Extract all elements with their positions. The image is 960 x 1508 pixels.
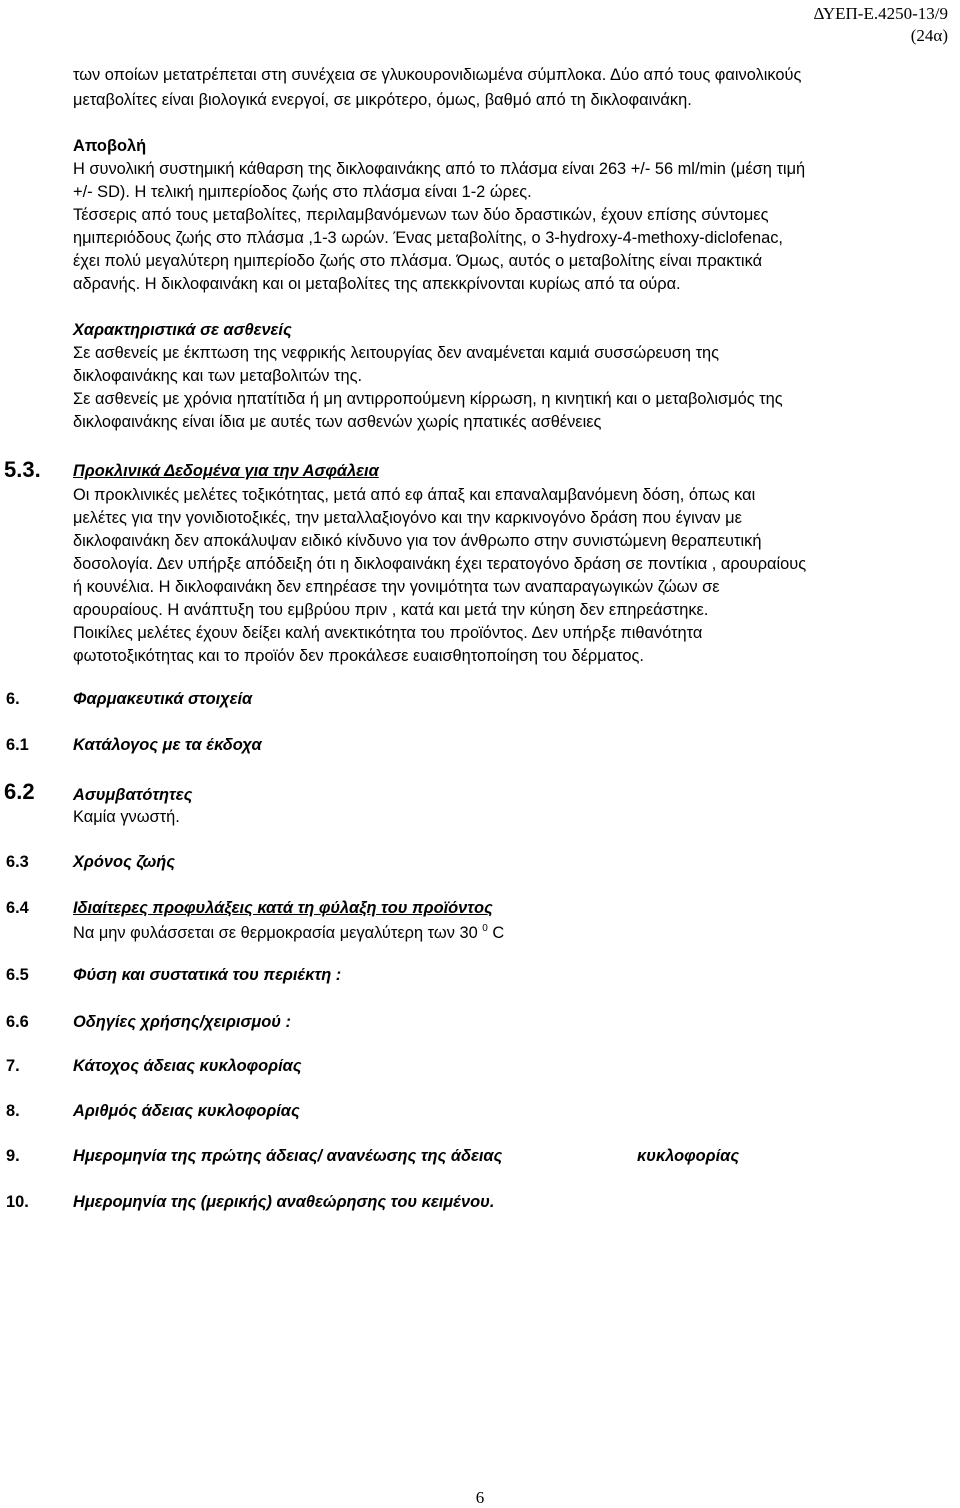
section-6-2-title: Ασυμβατότητες xyxy=(73,786,193,804)
patients-heading: Χαρακτηριστικά σε ασθενείς xyxy=(73,321,292,339)
section-6-4-text xyxy=(73,919,504,943)
section-9-number: 9. xyxy=(6,1147,20,1165)
section-5-3-line-1: Οι προκλινικές μελέτες τοξικότητας, μετά από εφ άπαξ και επαναλαμβανόμενη δόση, όπως και xyxy=(73,486,756,504)
intro-line-1: των οποίων μετατρέπεται στη συνέχεια σε γλυκουρονιδιωμένα σύμπλοκα. Δύο από τους φαινολικούς xyxy=(73,66,802,84)
storage-temperature-text: Να μην φυλάσσεται σε θερμοκρασία μεγαλύτερη των 30 xyxy=(73,924,478,942)
patients-line-1: Σε ασθενείς με έκπτωση της νεφρικής λειτουργίας δεν αναμένεται καμιά συσσώρευση της xyxy=(73,344,720,362)
section-5-3-line-7: Ποικίλες μελέτες έχουν δείξει καλή ανεκτικότητα του προϊόντος. Δεν υπήρξε πιθανότητα xyxy=(73,624,703,642)
patients-line-2: δικλοφαινάκης και των μεταβολιτών της. xyxy=(73,367,363,385)
elimination-line-3: Τέσσερις από τους μεταβολίτες, περιλαμβανόμενων των δύο δραστικών, έχουν επίσης σύντομες xyxy=(73,206,769,224)
elimination-line-6: αδρανής. Η δικλοφαινάκη και οι μεταβολίτες της απεκκρίνονται κυρίως από τα ούρα. xyxy=(73,275,681,293)
patients-line-4: δικλοφαινάκης είναι ίδια με αυτές των ασθενών χωρίς ηπατικές ασθένειες xyxy=(73,413,602,431)
page-number: 6 xyxy=(475,1488,485,1507)
section-5-3-line-6: αρουραίους. Η ανάπτυξη του εμβρύου πριν , κατά και μετά την κύηση δεν επηρεάστηκε. xyxy=(73,601,709,619)
section-6-4-number: 6.4 xyxy=(6,899,29,917)
section-9-title: Ημερομηνία της πρώτης άδειας/ ανανέωσης της άδειας xyxy=(73,1147,503,1165)
section-6-number: 6. xyxy=(6,690,20,708)
section-6-1-number: 6.1 xyxy=(6,736,29,754)
elimination-line-2: +/- SD). Η τελική ημιπερίοδος ζωής στο πλάσμα είναι 1-2 ώρες. xyxy=(73,183,532,201)
section-5-3-line-3: δικλοφαινάκη δεν αποκάλυψαν ειδικό κίνδυνο για τον άνθρωπο στην συνιστώμενη θεραπευτική xyxy=(73,532,762,550)
section-6-6-number: 6.6 xyxy=(6,1013,29,1031)
section-6-5-title: Φύση και συστατικά του περιέκτη : xyxy=(73,966,342,984)
section-6-6-title: Οδηγίες χρήσης/χειρισμού : xyxy=(73,1013,291,1031)
section-6-5-number: 6.5 xyxy=(6,966,29,984)
section-6-title: Φαρμακευτικά στοιχεία xyxy=(73,690,253,708)
degree-superscript: 0 xyxy=(482,923,488,934)
section-5-3-line-2: μελέτες για την γονιδιοτοξικές, την μεταλλαξιογόνο και την καρκινογόνο δράση που έγιναν με xyxy=(73,509,742,527)
section-6-1-title: Κατάλογος με τα έκδοχα xyxy=(73,736,262,754)
document-subcode: (24α) xyxy=(910,26,948,45)
section-9-title-end: κυκλοφορίας xyxy=(637,1147,740,1165)
section-5-3-title: Προκλινικά Δεδομένα για την Ασφάλεια xyxy=(73,462,379,480)
section-6-3-number: 6.3 xyxy=(6,853,29,871)
section-6-2-text: Καμία γνωστή. xyxy=(73,808,180,826)
elimination-line-5: έχει πολύ μεγαλύτερη ημιπερίοδο ζωής στο πλάσμα. Όμως, αυτός ο μεταβολίτης είναι πρακτικά xyxy=(73,252,763,270)
section-5-3-line-5: ή κουνέλια. Η δικλοφαινάκη δεν επηρέασε την γονιμότητα των αναπαραγωγικών ζώων σε xyxy=(73,578,720,596)
temperature-unit: C xyxy=(487,924,505,942)
section-5-3-line-4: δοσολογία. Δεν υπήρξε απόδειξη ότι η δικλοφαινάκη έχει τερατογόνο δράση σε ποντίκια , αρουραίους xyxy=(73,555,807,573)
patients-line-3: Σε ασθενείς με χρόνια ηπατίτιδα ή μη αντιρροπούμενη κίρρωση, η κινητική και ο μεταβολισμός της xyxy=(73,390,783,408)
section-7-number: 7. xyxy=(6,1057,20,1075)
elimination-line-1: Η συνολική συστημική κάθαρση της δικλοφαινάκης από το πλάσμα είναι 263 +/- 56 ml/min (μέση τιμή xyxy=(73,160,806,178)
section-6-2-number: 6.2 xyxy=(4,779,35,804)
section-6-4-title: Ιδιαίτερες προφυλάξεις κατά τη φύλαξη του προϊόντος xyxy=(73,899,493,917)
section-10-number: 10. xyxy=(6,1193,29,1211)
elimination-heading: Αποβολή xyxy=(73,137,147,155)
document-code: ΔΥΕΠ-Ε.4250-13/9 xyxy=(813,4,948,23)
section-6-3-title: Χρόνος ζωής xyxy=(73,853,175,871)
section-7-title: Κάτοχος άδειας κυκλοφορίας xyxy=(73,1057,302,1075)
elimination-line-4: ημιπεριόδους ζωής στο πλάσμα ,1-3 ωρών. Ένας μεταβολίτης, ο 3-hydroxy-4-methoxy-diclofenac, xyxy=(73,229,783,247)
section-5-3-line-8: φωτοτοξικότητας και το προϊόν δεν προκάλεσε ευαισθητοποίηση του δέρματος. xyxy=(73,647,644,665)
section-8-title: Αριθμός άδειας κυκλοφορίας xyxy=(73,1102,300,1120)
section-5-3-number: 5.3. xyxy=(4,457,41,482)
section-10-title: Ημερομηνία της (μερικής) αναθεώρησης του κειμένου. xyxy=(73,1193,495,1211)
section-8-number: 8. xyxy=(6,1102,20,1120)
intro-line-2: μεταβολίτες είναι βιολογικά ενεργοί, σε μικρότερο, όμως, βαθμό από τη δικλοφαινάκη. xyxy=(73,91,692,109)
